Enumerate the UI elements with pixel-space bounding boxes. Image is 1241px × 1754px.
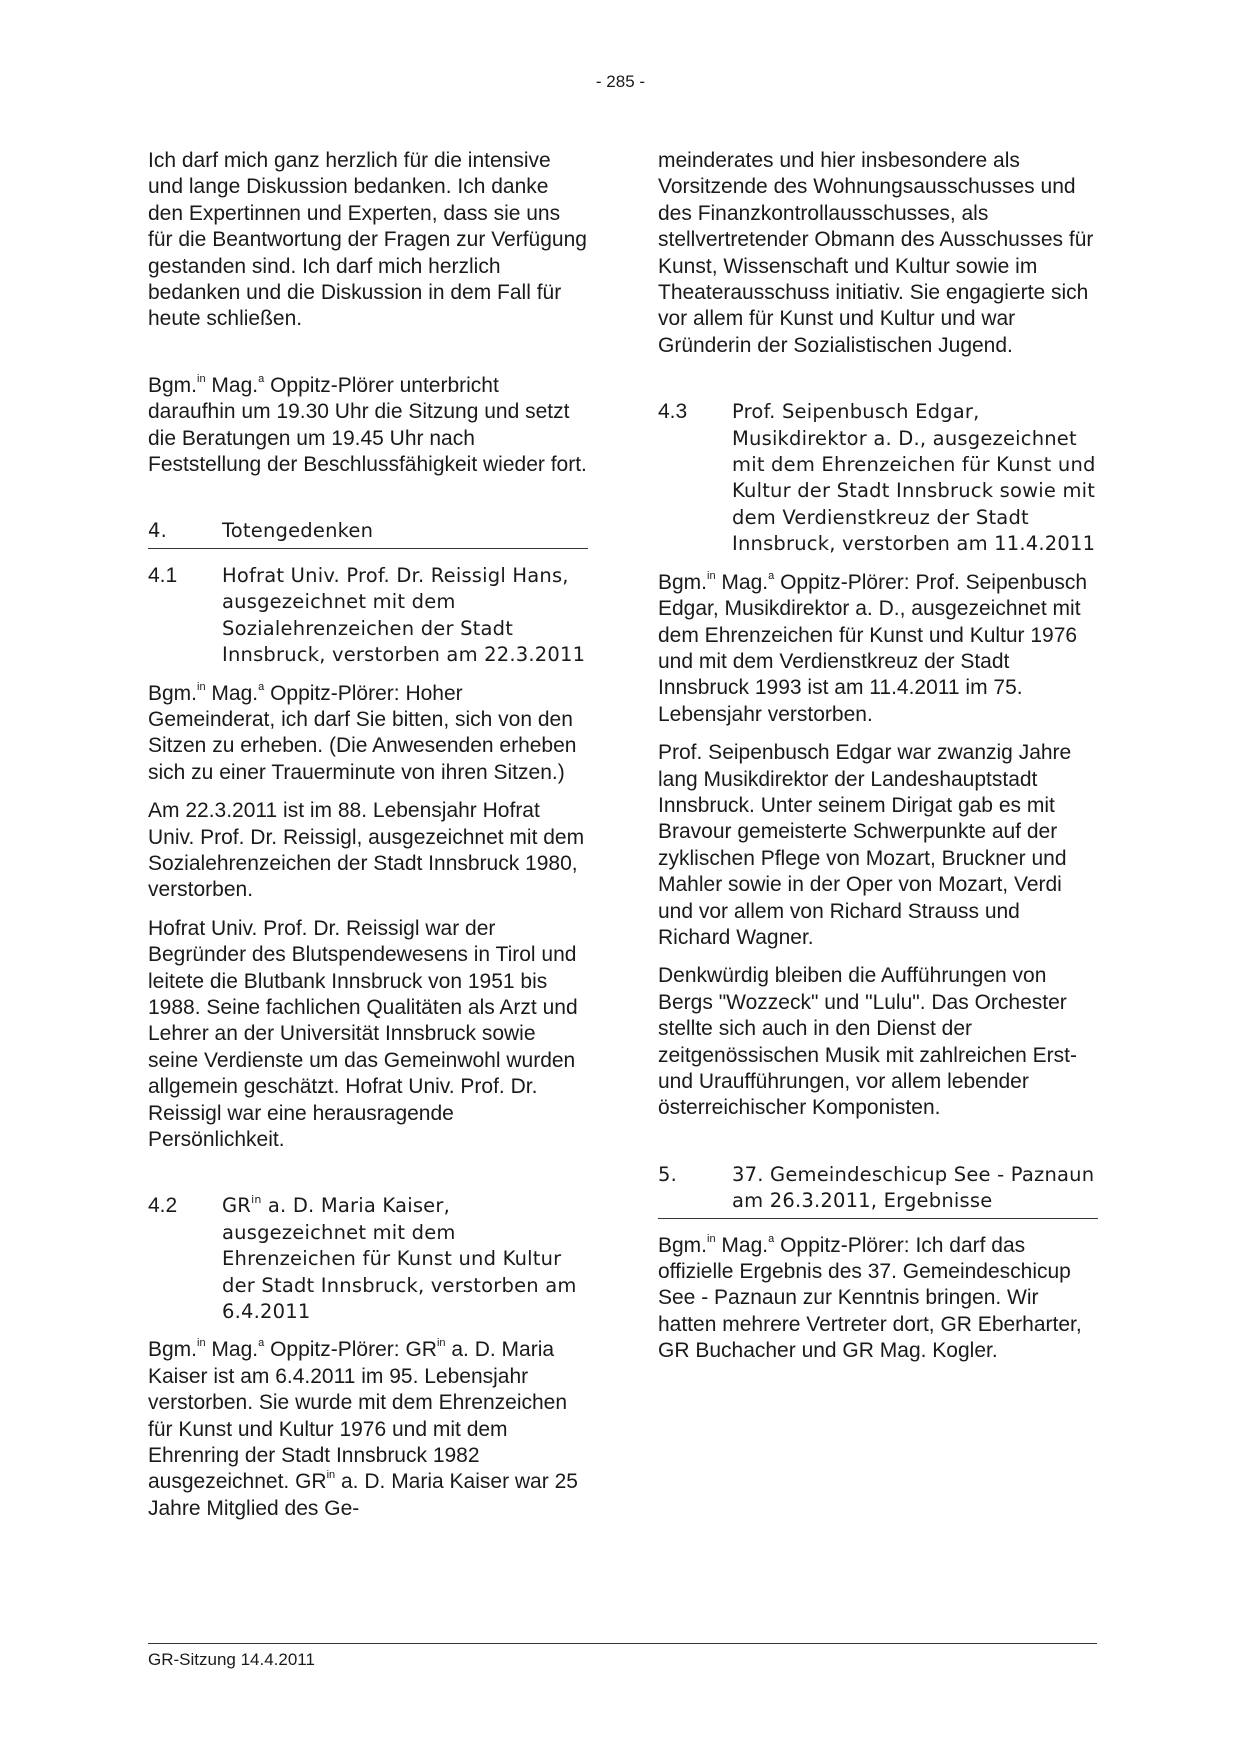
subsection-heading-4-3 (658, 399, 1098, 557)
paragraph-text: Oppitz-Plörer: Ich darf das offizielle Ergebnis des 37. Gemeindeschicup See - Paznaun zur Kenntnis bringen. Wir hatten mehrere Vertreter dort, GR Eberharter, GR Buchacher und GR Mag. Kogler. (658, 1233, 1082, 1363)
title-sup: in (197, 372, 206, 385)
section-title: Totengedenken (222, 519, 374, 543)
page-number: - 285 - (595, 72, 646, 91)
section-number: 5. (658, 1162, 678, 1186)
kaiser-continued-paragraph: meinderates und hier insbesondere als Vorsitzende des Wohnungsausschusses und des Finanzkontrollausschusses, als stellvertretender Obmann des Ausschusses für Kunst, Wissenschaft und Kultur sowie im Theaterausschuss initiativ. Sie engagierte sich vor allem für Kunst und Kultur und war Gründerin der Sozialistischen Jugend. (658, 149, 1094, 357)
title-sup: a (768, 569, 775, 582)
performances-paragraph: Denkwürdig bleiben die Aufführungen von Bergs "Wozzeck" und "Lulu". Das Orchester stellte sich auch in den Dienst der zeitgenössischen Musik mit zahlreichen Erst- und Uraufführungen, vor allem lebender österreichischer Komponisten. (658, 964, 1077, 1120)
kaiser-paragraph (148, 1337, 588, 1522)
biography-paragraph: Hofrat Univ. Prof. Dr. Reissigl war der Begründer des Blutspendewesens in Tirol und leitete die Blutbank Innsbruck von 1951 bis 1988. Seine fachlichen Qualitäten als Arzt und Lehrer an der Universität Innsbruck sowie seine Verdienste um das Gemeinwohl wurden allgemein geschätzt. Hofrat Univ. Prof. Dr. Reissigl war eine herausragende Persönlichkeit. (148, 916, 578, 1151)
title-mag: Mag. (205, 1338, 259, 1362)
subsection-heading-4-2 (148, 1193, 588, 1325)
title-sup: a (258, 1337, 265, 1350)
left-column (148, 148, 588, 1534)
title-sup: in (197, 1337, 206, 1350)
title-bgm: Bgm. (148, 373, 198, 397)
subsection-number: 4.3 (658, 400, 688, 424)
subsection-heading-4-1 (148, 563, 588, 669)
title-sup: in (707, 569, 716, 582)
paragraph-text: Oppitz-Plörer: GR (264, 1338, 437, 1362)
right-column (658, 148, 1098, 1377)
title-mag: Mag. (205, 681, 259, 705)
subsection-number: 4.1 (148, 563, 178, 587)
section-title: 37. Gemeindeschicup See - Paznaun am 26.3.2011, Ergebnisse (732, 1162, 1095, 1213)
subsection-title: Hofrat Univ. Prof. Dr. Reissigl Hans, ausgezeichnet mit dem Sozialehrenzeichen der Stadt Innsbruck, verstorben am 22.3.2011 (222, 563, 586, 667)
subsection-number: 4.2 (148, 1194, 178, 1218)
closing-remarks-paragraph: Ich darf mich ganz herzlich für die intensive und lange Diskussion bedanken. Ich danke den Expertinnen und Experten, dass sie uns für die Beantwortung der Fragen zur Verfügung gestanden sind. Ich darf mich herzlich bedanken und die Diskussion in dem Fall für heute schließen. (148, 149, 587, 331)
title-sup: in (197, 680, 206, 693)
mayor-statement-paragraph (148, 681, 588, 787)
title-bgm: Bgm. (658, 1233, 708, 1257)
section-number: 4. (148, 519, 168, 543)
title-sup: a (258, 372, 265, 385)
paragraph-text: Oppitz-Plörer: Prof. Seipenbusch Edgar, Musikdirektor a. D., ausgezeichnet mit dem Ehrenzeichen für Kunst und Kultur 1976 und mit dem Verdienstkreuz der Stadt Innsbruck 1993 ist am 11.4.2011 im 75. Lebensjahr verstorben. (658, 570, 1088, 726)
session-break-paragraph (148, 373, 588, 479)
obituary-paragraph: Am 22.3.2011 ist im 88. Lebensjahr Hofrat Univ. Prof. Dr. Reissigl, ausgezeichnet mit dem Sozialehrenzeichen der Stadt Innsbruck 1980, verstorben. (148, 799, 585, 902)
subsection-title (222, 1193, 588, 1325)
paragraph-text: a. D. Maria Kaiser war 25 Jahre Mitglied des Ge- (148, 1470, 578, 1520)
title-bgm: Bgm. (148, 1338, 198, 1362)
title-gr: GR (222, 1194, 252, 1218)
paragraph-text: a. D. Maria Kaiser ist am 6.4.2011 im 95. Lebensjahr verstorben. Sie wurde mit dem Ehrenzeichen für Kunst und Kultur 1976 und mit dem Ehrenring der Stadt Innsbruck 1982 ausgezeichnet. GR (148, 1338, 568, 1494)
title-mag: Mag. (715, 570, 769, 594)
title-bgm: Bgm. (658, 570, 708, 594)
section-heading-4 (148, 518, 588, 548)
footer-text: GR-Sitzung 14.4.2011 (148, 1650, 315, 1669)
title-sup: in (251, 1192, 262, 1206)
title-sup: a (768, 1232, 775, 1245)
ski-cup-paragraph (658, 1233, 1098, 1365)
paragraph-text: Oppitz-Plörer: Hoher Gemeinderat, ich darf Sie bitten, sich von den Sitzen zu erheben. (Die Anwesenden erheben sich zu einer Trauerminute von ihren Sitzen.) (148, 681, 577, 784)
title-sup: a (258, 680, 265, 693)
title-sup: in (436, 1337, 446, 1350)
title-sup: in (326, 1469, 336, 1482)
paragraph-text: Oppitz-Plörer unterbricht daraufhin um 19.30 Uhr die Sitzung und setzt die Beratungen um 19.45 Uhr nach Feststellung der Beschlussfähigkeit wieder fort. (148, 373, 587, 477)
title-sup: in (707, 1232, 716, 1245)
title-mag: Mag. (715, 1233, 769, 1257)
title-bgm: Bgm. (148, 681, 198, 705)
footer-divider (148, 1643, 1097, 1644)
seipenbusch-statement-paragraph (658, 570, 1098, 728)
subsection-title-text: a. D. Maria Kaiser, ausgezeichnet mit dem Ehrenzeichen für Kunst und Kultur der Stadt Innsbruck, verstorben am 6.4.2011 (222, 1194, 577, 1324)
title-mag: Mag. (205, 373, 259, 397)
subsection-title: Prof. Seipenbusch Edgar, Musikdirektor a. D., ausgezeichnet mit dem Ehrenzeichen für Kunst und Kultur der Stadt Innsbruck sowie mit dem Verdienstkreuz der Stadt Innsbruck, verstorben am 11.4.2011 (732, 400, 1096, 556)
section-heading-5 (658, 1162, 1098, 1219)
seipenbusch-biography-paragraph: Prof. Seipenbusch Edgar war zwanzig Jahre lang Musikdirektor der Landeshauptstadt Innsbruck. Unter seinem Dirigat gab es mit Bravour gemeisterte Schwerpunkte auf der zyklischen Pflege von Mozart, Bruckner und Mahler sowie in der Oper von Mozart, Verdi und vor allem von Richard Strauss und Richard Wagner. (658, 741, 1072, 949)
